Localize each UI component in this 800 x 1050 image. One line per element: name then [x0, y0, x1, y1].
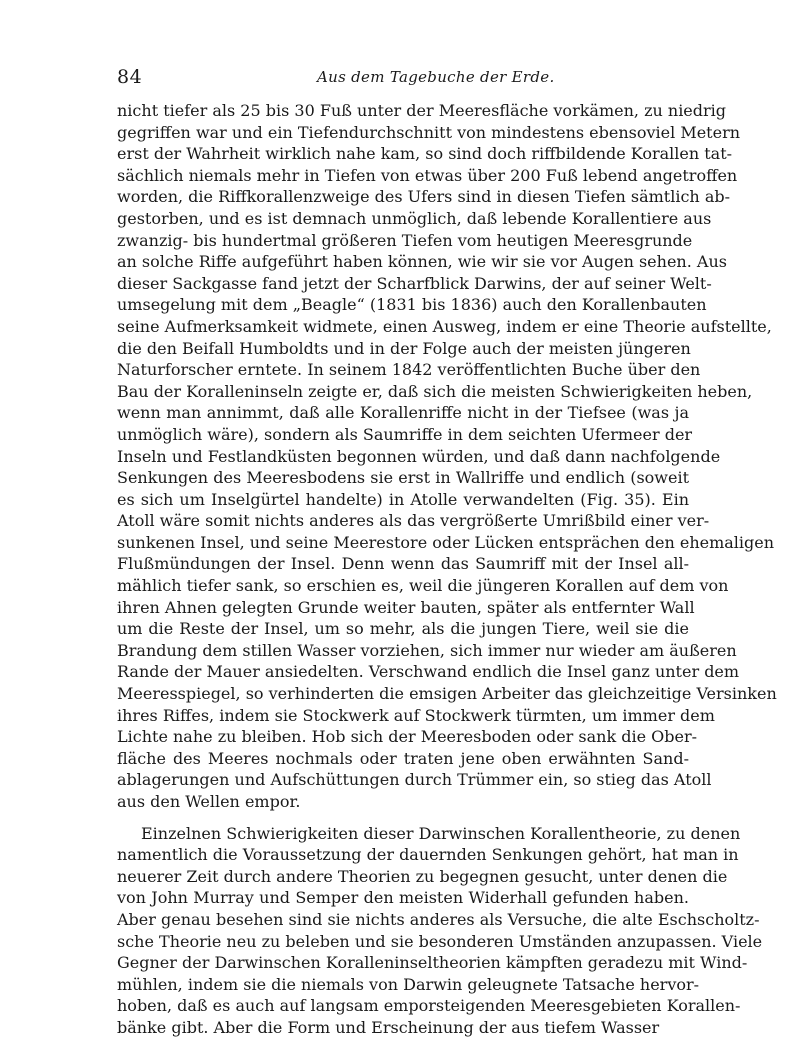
text-line: ablagerungen und Aufschüttungen durch Trümmer ein, so stieg das Atoll [117, 770, 712, 790]
text-line: Senkungen des Meeresbodens sie erst in Wallriffe und endlich (soweit [117, 468, 689, 488]
text-line: Einzelnen Schwierigkeiten dieser Darwinschen Korallentheorie, zu denen [141, 823, 741, 843]
text-line: Inseln und Festlandküsten begonnen würden, und daß dann nachfolgende [117, 446, 721, 466]
text-line: Naturforscher erntete. In seinem 1842 veröffentlichten Buche über den [117, 360, 701, 380]
text-line: wenn man annimmt, daß alle Korallenriffe nicht in der Tiefsee (was ja [117, 403, 689, 423]
text-line: bänke gibt. Aber die Form und Erscheinung der aus tiefem Wasser [117, 1017, 660, 1037]
text-line: Rande der Mauer ansiedelten. Verschwand endlich die Insel ganz unter dem [117, 662, 740, 682]
text-line: Lichte nahe zu bleiben. Hob sich der Meeresboden oder sank die Ober- [117, 727, 698, 747]
text-line: sunkenen Insel, und seine Meerestore oder Lücken entsprächen den ehemaligen [117, 532, 775, 552]
text-line: zwanzig- bis hundertmal größeren Tiefen vom heutigen Meeresgrunde [117, 230, 693, 250]
text-line: mählich tiefer sank, so erschien es, weil die jüngeren Korallen auf dem von [117, 576, 729, 596]
text-line: nicht tiefer als 25 bis 30 Fuß unter der Meeresfläche vorkämen, zu niedrig [117, 101, 727, 120]
text-line: Flußmündungen der Insel. Denn wenn das Saumriff mit der Insel all- [117, 554, 689, 574]
text-line: erst der Wahrheit wirklich nahe kam, so sind doch riffbildende Korallen tat- [117, 144, 733, 164]
text-line: es sich um Inselgürtel handelte) in Atolle verwandelten (Fig. 35). Ein [117, 489, 689, 509]
text-line: gestorben, und es ist demnach unmöglich, daß lebende Korallentiere aus [117, 208, 712, 228]
text-line: mühlen, indem sie die niemals von Darwin geleugnete Tatsache hervor- [117, 974, 700, 994]
running-head: Aus dem Tagebuche der Erde. [317, 68, 555, 86]
text-line: sächlich niemals mehr in Tiefen von etwas über 200 Fuß lebend angetroffen [117, 165, 738, 185]
text-line: ihren Ahnen gelegten Grunde weiter bauten, später als entfernter Wall [117, 597, 695, 617]
text-line: Bau der Koralleninseln zeigte er, daß sich die meisten Schwierigkeiten heben, [117, 381, 753, 401]
page-number: 84 [117, 66, 143, 88]
text-line: namentlich die Voraussetzung der dauernden Senkungen gehört, hat man in [117, 845, 739, 865]
paragraph-2 [117, 823, 763, 1039]
text-line: aus den Wellen empor. [117, 792, 301, 811]
body-text [117, 100, 777, 1039]
text-line: von John Murray und Semper den meisten Widerhall gefunden haben. [117, 888, 689, 908]
page-header [117, 66, 687, 90]
text-line: an solche Riffe aufgeführt haben können, wie wir sie vor Augen sehen. Aus [117, 252, 727, 272]
text-line: die den Beifall Humboldts und in der Folge auch der meisten jüngeren [117, 338, 691, 358]
text-line: hoben, daß es auch auf langsam emporsteigenden Meeresgebieten Korallen- [117, 996, 741, 1016]
text-line: Aber genau besehen sind sie nichts anderes als Versuche, die alte Eschscholtz- [117, 909, 760, 929]
text-line: ihres Riffes, indem sie Stockwerk auf Stockwerk türmten, um immer dem [117, 705, 715, 725]
text-line: Meeresspiegel, so verhinderten die emsigen Arbeiter das gleichzeitige Versinken [117, 684, 777, 704]
text-line: Gegner der Darwinschen Koralleninseltheorien kämpften geradezu mit Wind- [117, 953, 748, 973]
text-line: Atoll wäre somit nichts anderes als das vergrößerte Umrißbild einer ver- [117, 511, 710, 531]
text-line: worden, die Riffkorallenzweige des Ufers sind in diesen Tiefen sämtlich ab- [117, 187, 730, 207]
text-line: neuerer Zeit durch andere Theorien zu begegnen gesucht, unter denen die [117, 866, 728, 886]
text-line: Brandung dem stillen Wasser vorziehen, sich immer nur wieder am äußeren [117, 640, 737, 660]
text-line: fläche des Meeres nochmals oder traten jene oben erwähnten Sand- [117, 748, 689, 768]
text-line: gegriffen war und ein Tiefendurchschnitt von mindestens ebensoviel Metern [117, 122, 741, 142]
paragraph-1 [117, 100, 777, 813]
paragraph-spacer [117, 813, 689, 823]
text-line: umsegelung mit dem „Beagle“ (1831 bis 1836) auch den Korallenbauten [117, 295, 707, 315]
text-line: um die Reste der Insel, um so mehr, als die jungen Tiere, weil sie die [117, 619, 689, 639]
text-line: sche Theorie neu zu beleben und sie besonderen Umständen anzupassen. Viele [117, 931, 763, 951]
text-line: dieser Sackgasse fand jetzt der Scharfblick Darwins, der auf seiner Welt- [117, 273, 712, 293]
text-line: unmöglich wäre), sondern als Saumriffe in dem seichten Ufermeer der [117, 424, 693, 444]
text-line: seine Aufmerksamkeit widmete, einen Ausweg, indem er eine Theorie aufstellte, [117, 316, 772, 336]
